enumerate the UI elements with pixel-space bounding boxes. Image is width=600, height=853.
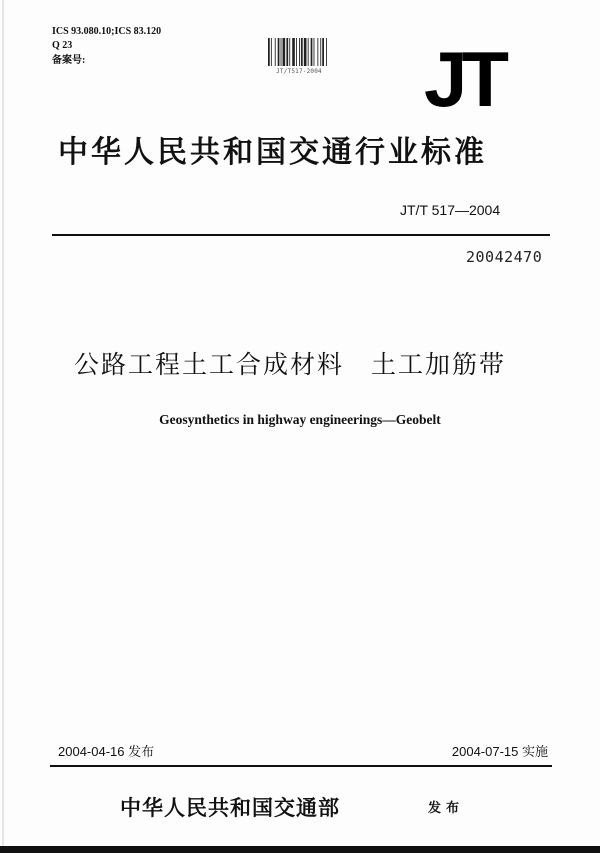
jt-logo: JT [424, 46, 504, 112]
barcode-bar [283, 38, 286, 66]
implementation-date: 2004-07-15 实施 [451, 744, 548, 759]
barcode-bar [299, 38, 300, 66]
ics-code: ICS 93.080.10;ICS 83.120 [52, 26, 162, 37]
document-title-chinese: 公路工程土工合成材料 土工加筋带 [74, 350, 507, 379]
archive-number: 20042470 [466, 248, 543, 266]
issue-date: 2004-04-16 发布 [58, 744, 155, 759]
barcode-bar [281, 38, 282, 66]
barcode-bar [311, 38, 313, 66]
barcode-bar [317, 38, 318, 66]
classification-code: Q 23 [52, 40, 73, 51]
barcode-bar [268, 38, 270, 66]
document-title-english: Geosynthetics in highway engineerings—Geobelt [159, 412, 441, 427]
barcode-bar [286, 38, 288, 66]
issuing-authority: 中华人民共和国交通部 [120, 795, 340, 820]
barcode-image [268, 38, 330, 66]
record-number-label: 备案号: [52, 55, 86, 66]
barcode-bar [301, 38, 303, 66]
barcode-bar [296, 38, 297, 66]
barcode-bar [304, 38, 307, 66]
standard-number: JT/T 517—2004 [400, 202, 501, 218]
barcode-bar [320, 38, 321, 66]
barcode-caption: JT/T517-2004 [276, 68, 322, 75]
bottom-divider [50, 765, 552, 767]
barcode-bar [271, 38, 272, 66]
standard-category-title: 中华人民共和国交通行业标准 [58, 135, 487, 170]
barcode-bar [314, 38, 315, 66]
top-divider [52, 234, 550, 236]
barcode-bar [326, 38, 327, 66]
barcode-bar [322, 38, 324, 66]
barcode-bar [308, 38, 309, 66]
barcode-bar [289, 38, 290, 66]
barcode-bar [292, 38, 295, 66]
scan-edge-bottom [0, 846, 600, 853]
barcode-bar [278, 38, 280, 66]
barcode-bar [275, 38, 276, 66]
issuing-authority-suffix: 发布 [428, 801, 465, 816]
